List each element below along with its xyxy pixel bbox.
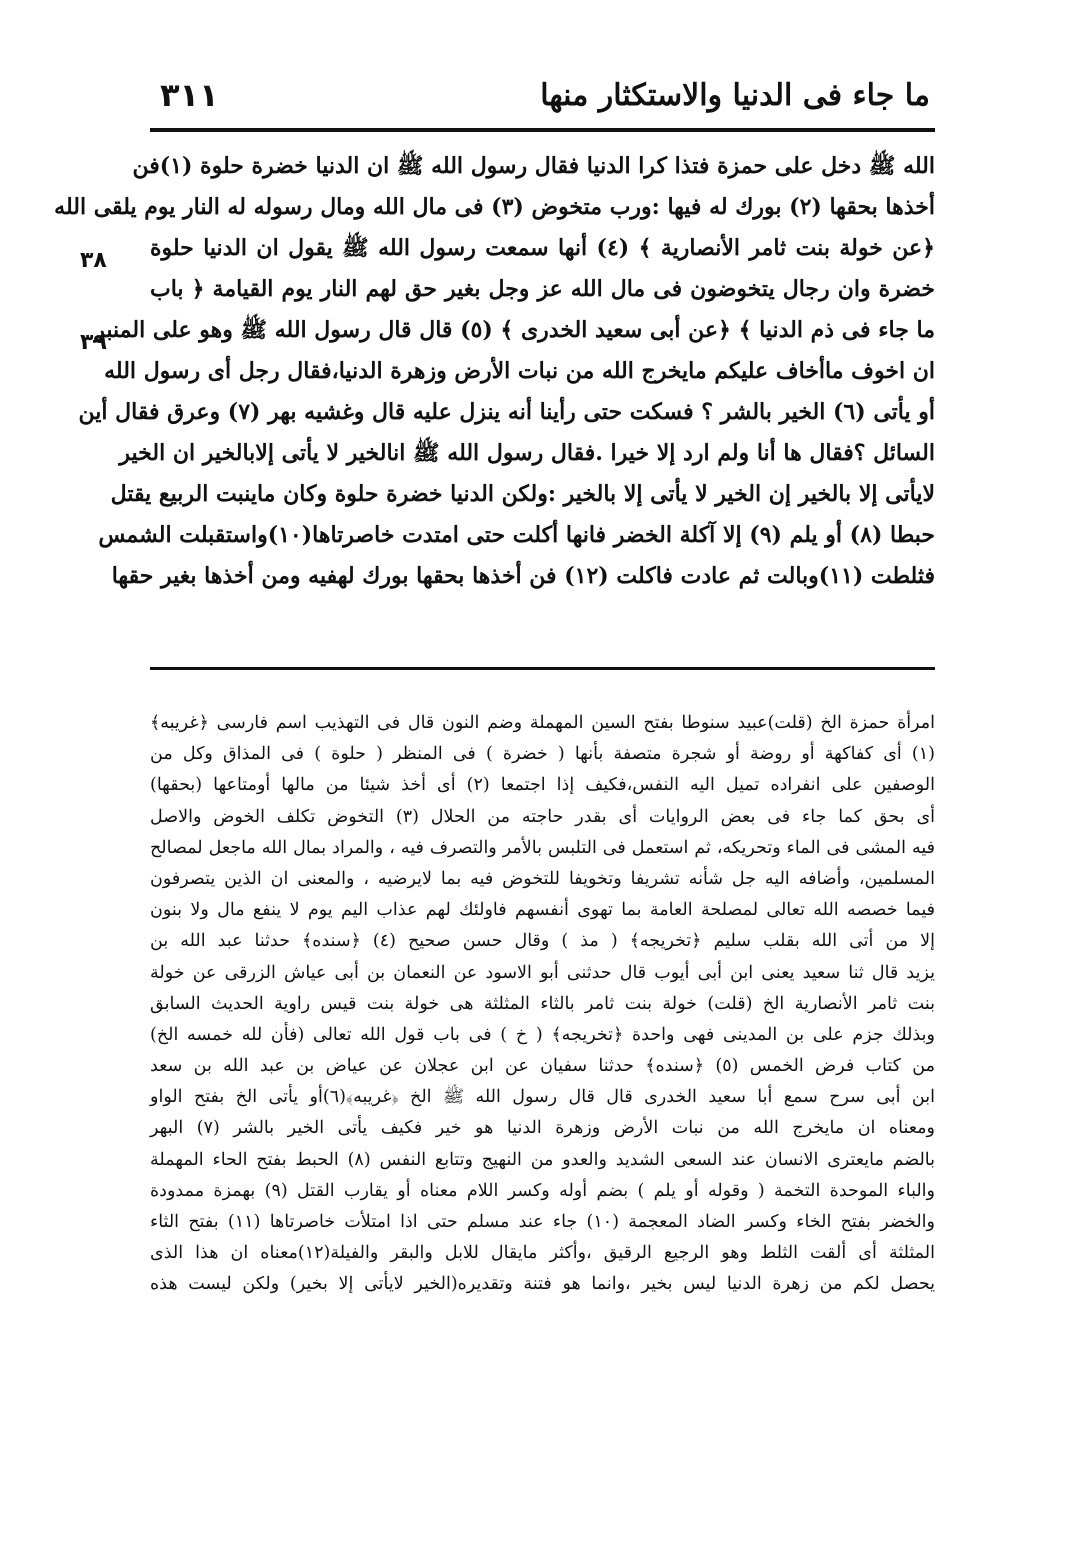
footnote-line: وبذلك جزم على بن المدينى فهى واحدة ﴿تخريجه﴾ ( خ ) فى باب قول الله تعالى (فأن لله خمسه الخ): [150, 1024, 935, 1045]
footnote-line: من كتاب فرض الخمس (٥) ﴿سنده﴾ حدثنا سفيان عن ابن عجلان عن عياض بن عبد الله بن سعد: [150, 1056, 935, 1077]
hadith-number-38: ٣٨: [80, 248, 107, 273]
main-line: خضرة وان رجال يتخوضون فى مال الله عز وجل بغير حق لهم النار يوم القيامة ﴿ باب: [150, 276, 935, 302]
footnote-line: فيما خصصه الله تعالى لمصلحة العامة بما تهوى أنفسهم فاولئك لهم عذاب اليم يوم لا ينفع مال ولا بنون: [150, 900, 935, 921]
main-line: أو يأتى (٦) الخير بالشر ؟ فسكت حتى رأينا أنه ينزل عليه قال وغشيه بهر (٧) وعرق فقال أين: [78, 399, 935, 425]
main-line: الله ﷺ دخل على حمزة فتذا كرا الدنيا فقال رسول الله ﷺ ان الدنيا خضرة حلوة (١)فن: [132, 153, 935, 179]
main-line: حبطا (٨) أو يلم (٩) إلا آكلة الخضر فانها أكلت حتى امتدت خاصرتاها(١٠)واستقبلت الشمس: [98, 522, 935, 548]
footnote-line: (١) أى كفاكهة أو روضة أو شجرة متصفة بأنها ( خضرة ) فى المنظر ( حلوة ) فى المذاق وكل من: [150, 744, 935, 765]
footnote-line: بالضم مايعترى الانسان عند السعى الشديد والعدو من النهيج وتتابع النفس (٨) الحبط بفتح الحاء المهملة: [150, 1149, 936, 1170]
header-rule: [150, 128, 935, 132]
footnote-line: والباء الموحدة التخمة ( وقوله أو يلم ) بضم أوله وكسر اللام معناه أو يقارب القتل (٩) بهمزة ممدودة: [150, 1180, 935, 1201]
footnote-line: المسلمين، وأضافه اليه جل شأنه تشريفا وتخويفا للتخوض فيه بما لايرضيه ، والمعنى ان الذين يتصرفون: [150, 868, 935, 889]
footnote-rule: [150, 667, 935, 670]
footnote-line: المثلثة أى ألقت الثلط وهو الرجيع الرقيق ،وأكثر مايقال للابل والبقر والفيلة(١٢)معناه ان هذا الذى: [150, 1243, 935, 1264]
footnote-line: يحصل لكم من زهرة الدنيا ليس بخير ،وانما هو فتنة وتقديره(الخير لايأتى إلا بخير) ولكن ليست هذه: [150, 1274, 935, 1295]
main-line: أخذها بحقها (٢) بورك له فيها :ورب متخوض (٣) فى مال الله ومال رسوله له النار يوم يلقى الله: [54, 194, 935, 220]
footnote-line: يزيد قال ثنا سعيد يعنى ابن أبى أيوب قال حدثنى أبو الاسود عن النعمان بن أبى عياش الزرقى عن خولة: [150, 962, 935, 983]
footnote-line: بنت ثامر الأنصارية الخ (قلت) خولة بنت ثامر بالثاء المثلثة هى خولة بنت قيس راوية الحديث السابق: [150, 993, 935, 1014]
footnote-line: فيه المشى فى الماء وتحريكه، ثم استعمل فى التلبس بالأمر والتصرف فيه ، والمراد بمال الله ماجعل لمصالح: [150, 837, 935, 858]
footnote-line: والخضر بفتح الخاء وكسر الضاد المعجمة (١٠) جاء عند مسلم حتى اذا امتلأت خاصرتاها (١١) بفتح الثاء: [150, 1212, 935, 1232]
footnote-line: ابن أبى سرح سمع أبا سعيد الخدرى قال قال رسول الله ﷺ الخ ﴿غريبه﴾(٦)أو يأتى الخ بفتح الواو: [150, 1087, 935, 1108]
main-line: السائل ؟فقال ها أنا ولم ارد إلا خيرا .فقال رسول الله ﷺ انالخير لا يأتى إلابالخير ان الخير: [119, 440, 935, 466]
running-title: ما جاء فى الدنيا والاستكثار منها: [540, 78, 930, 113]
main-line: لايأتى إلا بالخير إن الخير لا يأتى إلا بالخير :ولكن الدنيا خضرة حلوة وكان ماينبت الربيع يقتل: [110, 481, 935, 507]
page-number: ٣١١: [160, 76, 219, 114]
main-line: ان اخوف ماأخاف عليكم مايخرج الله من نبات الأرض وزهرة الدنيا،فقال رجل أى رسول الله: [104, 358, 935, 384]
footnote-line: إلا من أتى الله بقلب سليم ﴿تخريجه﴾ ( مذ ) وقال حسن صحيح (٤) ﴿سنده﴾ حدثنا عبد الله بن: [150, 931, 936, 952]
main-line: ما جاء فى ذم الدنيا ﴾ ﴿عن أبى سعيد الخدرى ﴾ (٥) قال قال رسول الله ﷺ وهو على المنبر: [94, 317, 935, 343]
footnotes: [150, 708, 935, 1301]
footnote-line: الوصفين على انفراده تميل اليه النفس،فكيف إذا اجتمعا (٢) أى أخذ شيئا من مالها أومتاعها (بحقها): [150, 775, 935, 796]
footnote-line: ومعناه ان مايخرج الله من نبات الأرض وزهرة الدنيا هو خير فكيف يأتى الخير بالشر (٧) البهر: [150, 1118, 935, 1139]
main-line: فثلطت (١١)وبالت ثم عادت فاكلت (١٢) فن أخذها بحقها بورك لهفيه ومن أخذها بغير حقها: [111, 563, 935, 589]
hadith-number-39: ٣٩: [80, 330, 107, 355]
footnote-line: أى بحق كما جاء فى بعض الروايات أى بقدر حاجته من الحلال (٣) التخوض تكلف الخوض والاصل: [150, 806, 935, 827]
page-header: [160, 72, 930, 128]
main-line: ﴿عن خولة بنت ثامر الأنصارية ﴾ (٤) أنها سمعت رسول الله ﷺ يقول ان الدنيا حلوة: [150, 235, 935, 261]
footnote-line: امرأة حمزة الخ (قلت)عبيد سنوطا بفتح السين المهملة وضم النون قال فى التهذيب اسم فارسى ﴿غريبه﴾: [150, 713, 935, 733]
